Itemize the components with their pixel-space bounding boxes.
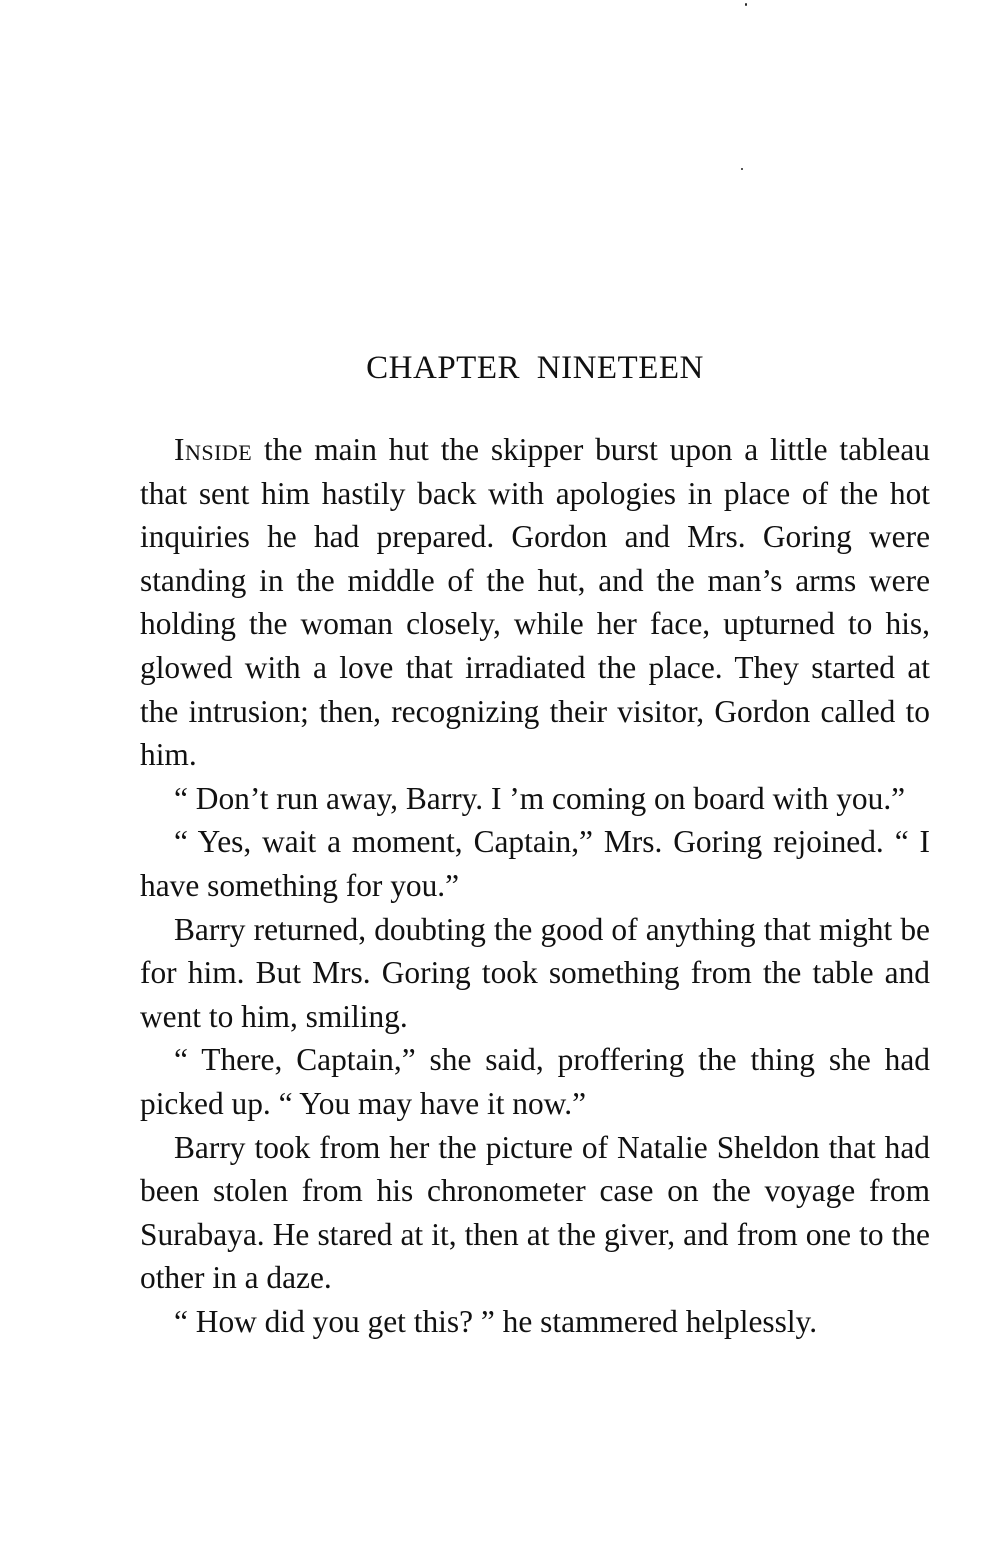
scan-speck [745,3,747,6]
chapter-body [140,428,930,1343]
scan-speck [741,168,743,170]
paragraph: Barry took from her the picture of Natalie Sheldon that had been stolen from his chronometer case on the voyage from Surabaya. He stared at it, then at the giver, and from one to the other in a daze. [140,1129,930,1296]
paragraph-text: the main hut the skipper burst upon a little tableau that sent him hastily back with apologies in place of the hot inquiries he had prepared. Gordon and Mrs. Goring were standing in the middle of the hut, and the man’s arms were holding the woman closely, while her face, upturned to his, glowed with a love that irradiated the place. They started at the intrusion; then, recognizing their visitor, Gordon called to him. [140,432,930,773]
paragraph [140,428,930,777]
paragraph: “ How did you get this? ” he stammered helplessly. [174,1303,818,1339]
paragraph: “ Don’t run away, Barry. I ’m coming on board with you.” [174,780,906,816]
paragraph: “ There, Captain,” she said, proffering the thing she had picked up. “ You may have it now.” [140,1042,930,1121]
chapter-title: CHAPTER NINETEEN [366,350,704,386]
lead-word: Inside [174,432,253,467]
paragraph: Barry returned, doubting the good of anything that might be for him. But Mrs. Goring took something from the table and went to him, smiling. [140,911,930,1034]
paragraph: “ Yes, wait a moment, Captain,” Mrs. Goring rejoined. “ I have something for you.” [140,824,930,903]
